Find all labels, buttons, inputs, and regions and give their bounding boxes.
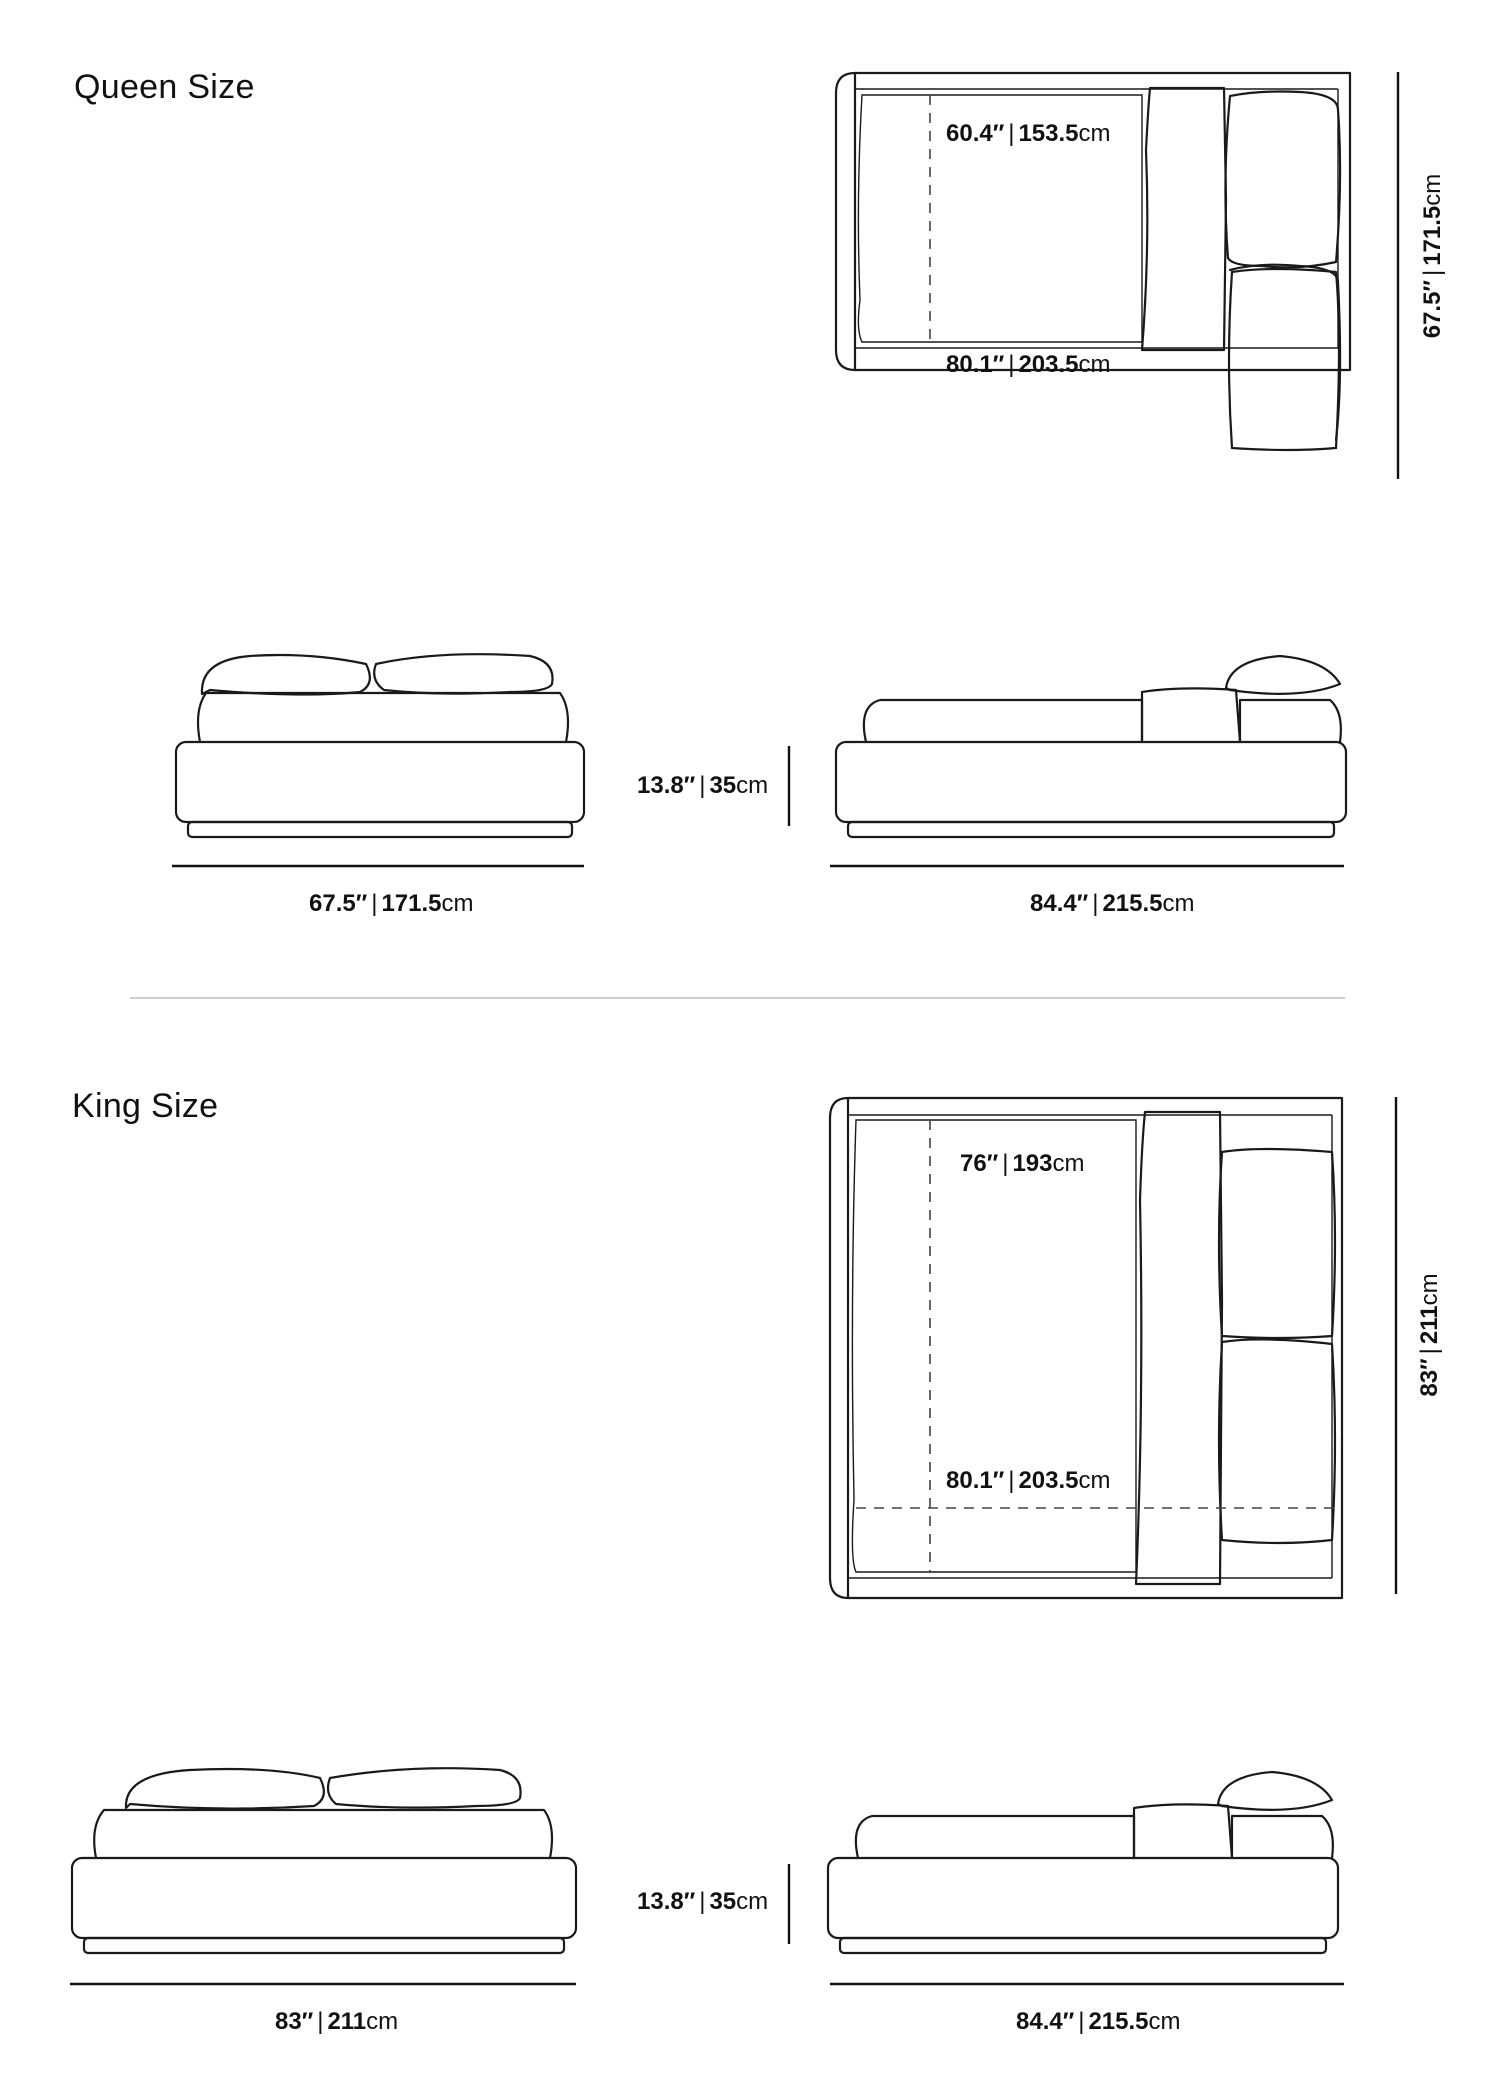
queen-front-width-label: [309, 890, 474, 918]
dim-cm-unit: cm: [736, 1888, 769, 1915]
dim-inches: 84.4″: [1016, 2008, 1075, 2035]
dim-inches: 76″: [960, 1150, 999, 1177]
dim-separator: |: [317, 2008, 324, 2035]
dim-cm-value: 193: [1012, 1150, 1053, 1177]
king-front-view: [72, 1768, 576, 1953]
dim-cm-unit: cm: [366, 2008, 399, 2035]
dim-separator: |: [1002, 1150, 1009, 1177]
king-mattress-width-label: [960, 1150, 1084, 1178]
dim-cm-value: 215.5: [1102, 890, 1163, 917]
queen-front-view: [176, 654, 584, 837]
king-mattress-length-label: [946, 1467, 1111, 1495]
dim-separator: |: [1008, 1467, 1015, 1494]
dim-inches: 83″: [1416, 1358, 1443, 1397]
king-side-length-label: [1016, 2008, 1181, 2036]
queen-mattress-length-label: [946, 351, 1111, 379]
dim-inches: 83″: [275, 2008, 314, 2035]
dim-inches: 60.4″: [946, 120, 1005, 147]
dim-inches: 80.1″: [946, 1467, 1005, 1494]
dim-inches: 84.4″: [1030, 890, 1089, 917]
dim-cm-unit: cm: [1078, 1467, 1111, 1494]
dim-separator: |: [1419, 269, 1446, 277]
king-front-width-label: [275, 2008, 398, 2036]
dim-cm-value: 211: [1416, 1305, 1443, 1345]
queen-side-view: [836, 656, 1346, 837]
dim-cm-value: 211: [327, 2008, 367, 2035]
dim-cm-unit: cm: [1419, 173, 1446, 206]
dim-cm-value: 203.5: [1018, 351, 1079, 378]
dimension-rules: [70, 72, 1398, 1984]
dim-inches: 13.8″: [637, 772, 696, 799]
dim-inches: 67.5″: [309, 890, 368, 917]
dim-inches: 67.5″: [1419, 280, 1446, 339]
queen-mattress-width-label: [946, 120, 1111, 148]
dim-separator: |: [1078, 2008, 1085, 2035]
dim-separator: |: [371, 890, 378, 917]
dim-cm-value: 203.5: [1018, 1467, 1079, 1494]
dim-cm-value: 35: [709, 1888, 737, 1915]
king-section-title: King Size: [72, 1087, 219, 1125]
dim-cm-value: 171.5: [381, 890, 442, 917]
king-height-label: [637, 1888, 768, 1916]
dim-cm-unit: cm: [1078, 351, 1111, 378]
king-overall-width-label: [1416, 1273, 1444, 1396]
dim-inches: 80.1″: [946, 351, 1005, 378]
dim-cm-value: 215.5: [1088, 2008, 1149, 2035]
dim-cm-unit: cm: [1148, 2008, 1181, 2035]
dim-separator: |: [1008, 351, 1015, 378]
queen-side-length-label: [1030, 890, 1195, 918]
queen-height-label: [637, 772, 768, 800]
queen-overall-width-label: [1419, 174, 1447, 339]
dim-separator: |: [699, 772, 706, 799]
dim-cm-value: 153.5: [1018, 120, 1079, 147]
dim-cm-unit: cm: [1162, 890, 1195, 917]
dim-inches: 13.8″: [637, 1888, 696, 1915]
dim-separator: |: [1092, 890, 1099, 917]
dim-cm-value: 35: [709, 772, 737, 799]
king-side-view: [828, 1772, 1338, 1953]
dim-cm-unit: cm: [1078, 120, 1111, 147]
dim-cm-value: 171.5: [1419, 205, 1446, 266]
dim-cm-unit: cm: [1416, 1273, 1443, 1306]
dim-cm-unit: cm: [441, 890, 474, 917]
dim-cm-unit: cm: [736, 772, 769, 799]
queen-section-title: Queen Size: [74, 68, 255, 106]
dim-cm-unit: cm: [1052, 1150, 1085, 1177]
dim-separator: |: [1416, 1348, 1443, 1355]
dim-separator: |: [699, 1888, 706, 1915]
king-top-view: [830, 1098, 1342, 1598]
dim-separator: |: [1008, 120, 1015, 147]
